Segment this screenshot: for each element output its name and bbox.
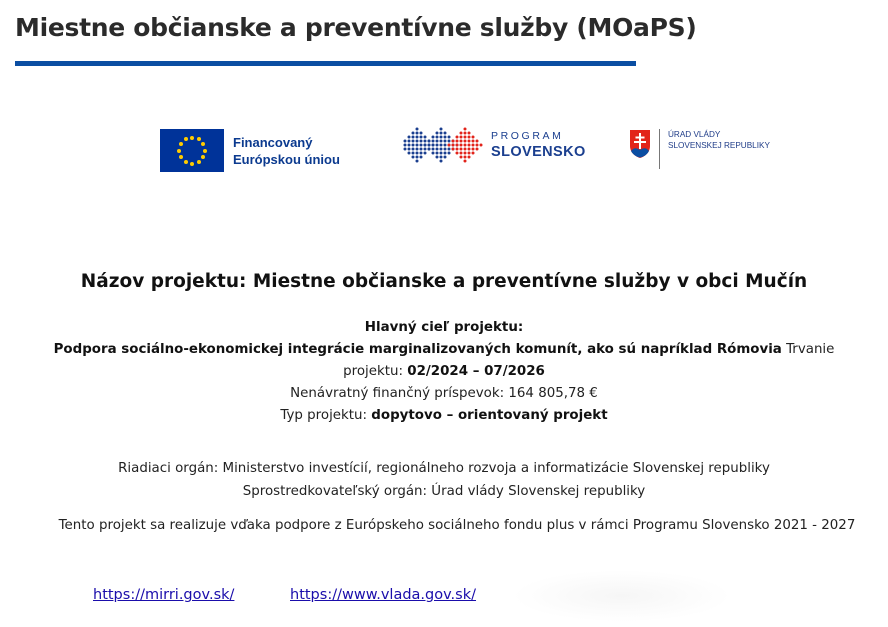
- eu-star: [190, 136, 194, 140]
- eu-logo-line1: Financovaný: [233, 134, 313, 150]
- funding-note: Tento projekt sa realizuje vďaka podpore z Európskeho sociálneho fondu plus v rámci Programu Slovensko 2021 - 2027: [58, 518, 856, 533]
- urad-logo-line1: ÚRAD VLÁDY: [668, 130, 721, 139]
- eu-star: [177, 149, 181, 153]
- goal-text: Podpora sociálno-ekonomickej integrácie marginalizovaných komunít, ako sú napríklad Rómovia: [53, 342, 782, 357]
- grant-amount: Nenávratný finančný príspevok: 164 805,78 €: [290, 386, 598, 401]
- eu-star: [197, 137, 201, 141]
- slovak-coat-of-arms-icon: [629, 129, 651, 159]
- urad-vlady-logo: [629, 129, 770, 169]
- type-value: dopytovo – orientovaný projekt: [371, 408, 608, 423]
- eu-flag-icon: [160, 129, 224, 172]
- page-title: Miestne občianske a preventívne služby (MOaPS): [15, 13, 697, 42]
- title-divider: [15, 61, 636, 66]
- blurred-area: [512, 570, 732, 622]
- program-slovensko-logo: [403, 124, 586, 166]
- eu-funding-logo: [160, 129, 340, 172]
- managing-body: Riadiaci orgán: Ministerstvo investícií, regionálneho rozvoja a informatizácie Slovenskej republiky: [118, 461, 770, 476]
- intermediate-body: Sprostredkovateľský orgán: Úrad vlády Slovenskej republiky: [242, 484, 646, 499]
- program-logo-line2: SLOVENSKO: [491, 144, 586, 160]
- logo-divider: [659, 129, 660, 169]
- program-slovensko-mark-icon: [403, 124, 485, 166]
- duration-label-part1: Trvanie: [781, 342, 835, 357]
- urad-logo-line2: SLOVENSKEJ REPUBLIKY: [668, 141, 770, 150]
- goal-label: Hlavný cieľ projektu:: [364, 320, 524, 335]
- eu-star: [179, 155, 183, 159]
- eu-star: [203, 149, 207, 153]
- eu-star: [184, 160, 188, 164]
- eu-star: [190, 162, 194, 166]
- project-name: Názov projektu: Miestne občianske a preventívne služby v obci Mučín: [80, 271, 808, 292]
- program-logo-line1: PROGRAM: [491, 130, 564, 142]
- vlada-link[interactable]: https://www.vlada.gov.sk/: [290, 587, 477, 603]
- type-label: Typ projektu:: [280, 408, 372, 423]
- mirri-link[interactable]: https://mirri.gov.sk/: [93, 587, 235, 603]
- eu-star: [179, 142, 183, 146]
- project-details: [20, 317, 868, 427]
- duration-value: 02/2024 – 07/2026: [407, 364, 545, 379]
- eu-star: [201, 142, 205, 146]
- eu-star: [201, 155, 205, 159]
- eu-logo-line2: Európskou úniou: [233, 151, 340, 167]
- duration-label-part2: projektu:: [343, 364, 408, 379]
- eu-star: [197, 160, 201, 164]
- eu-star: [184, 137, 188, 141]
- bodies-block: [20, 457, 868, 503]
